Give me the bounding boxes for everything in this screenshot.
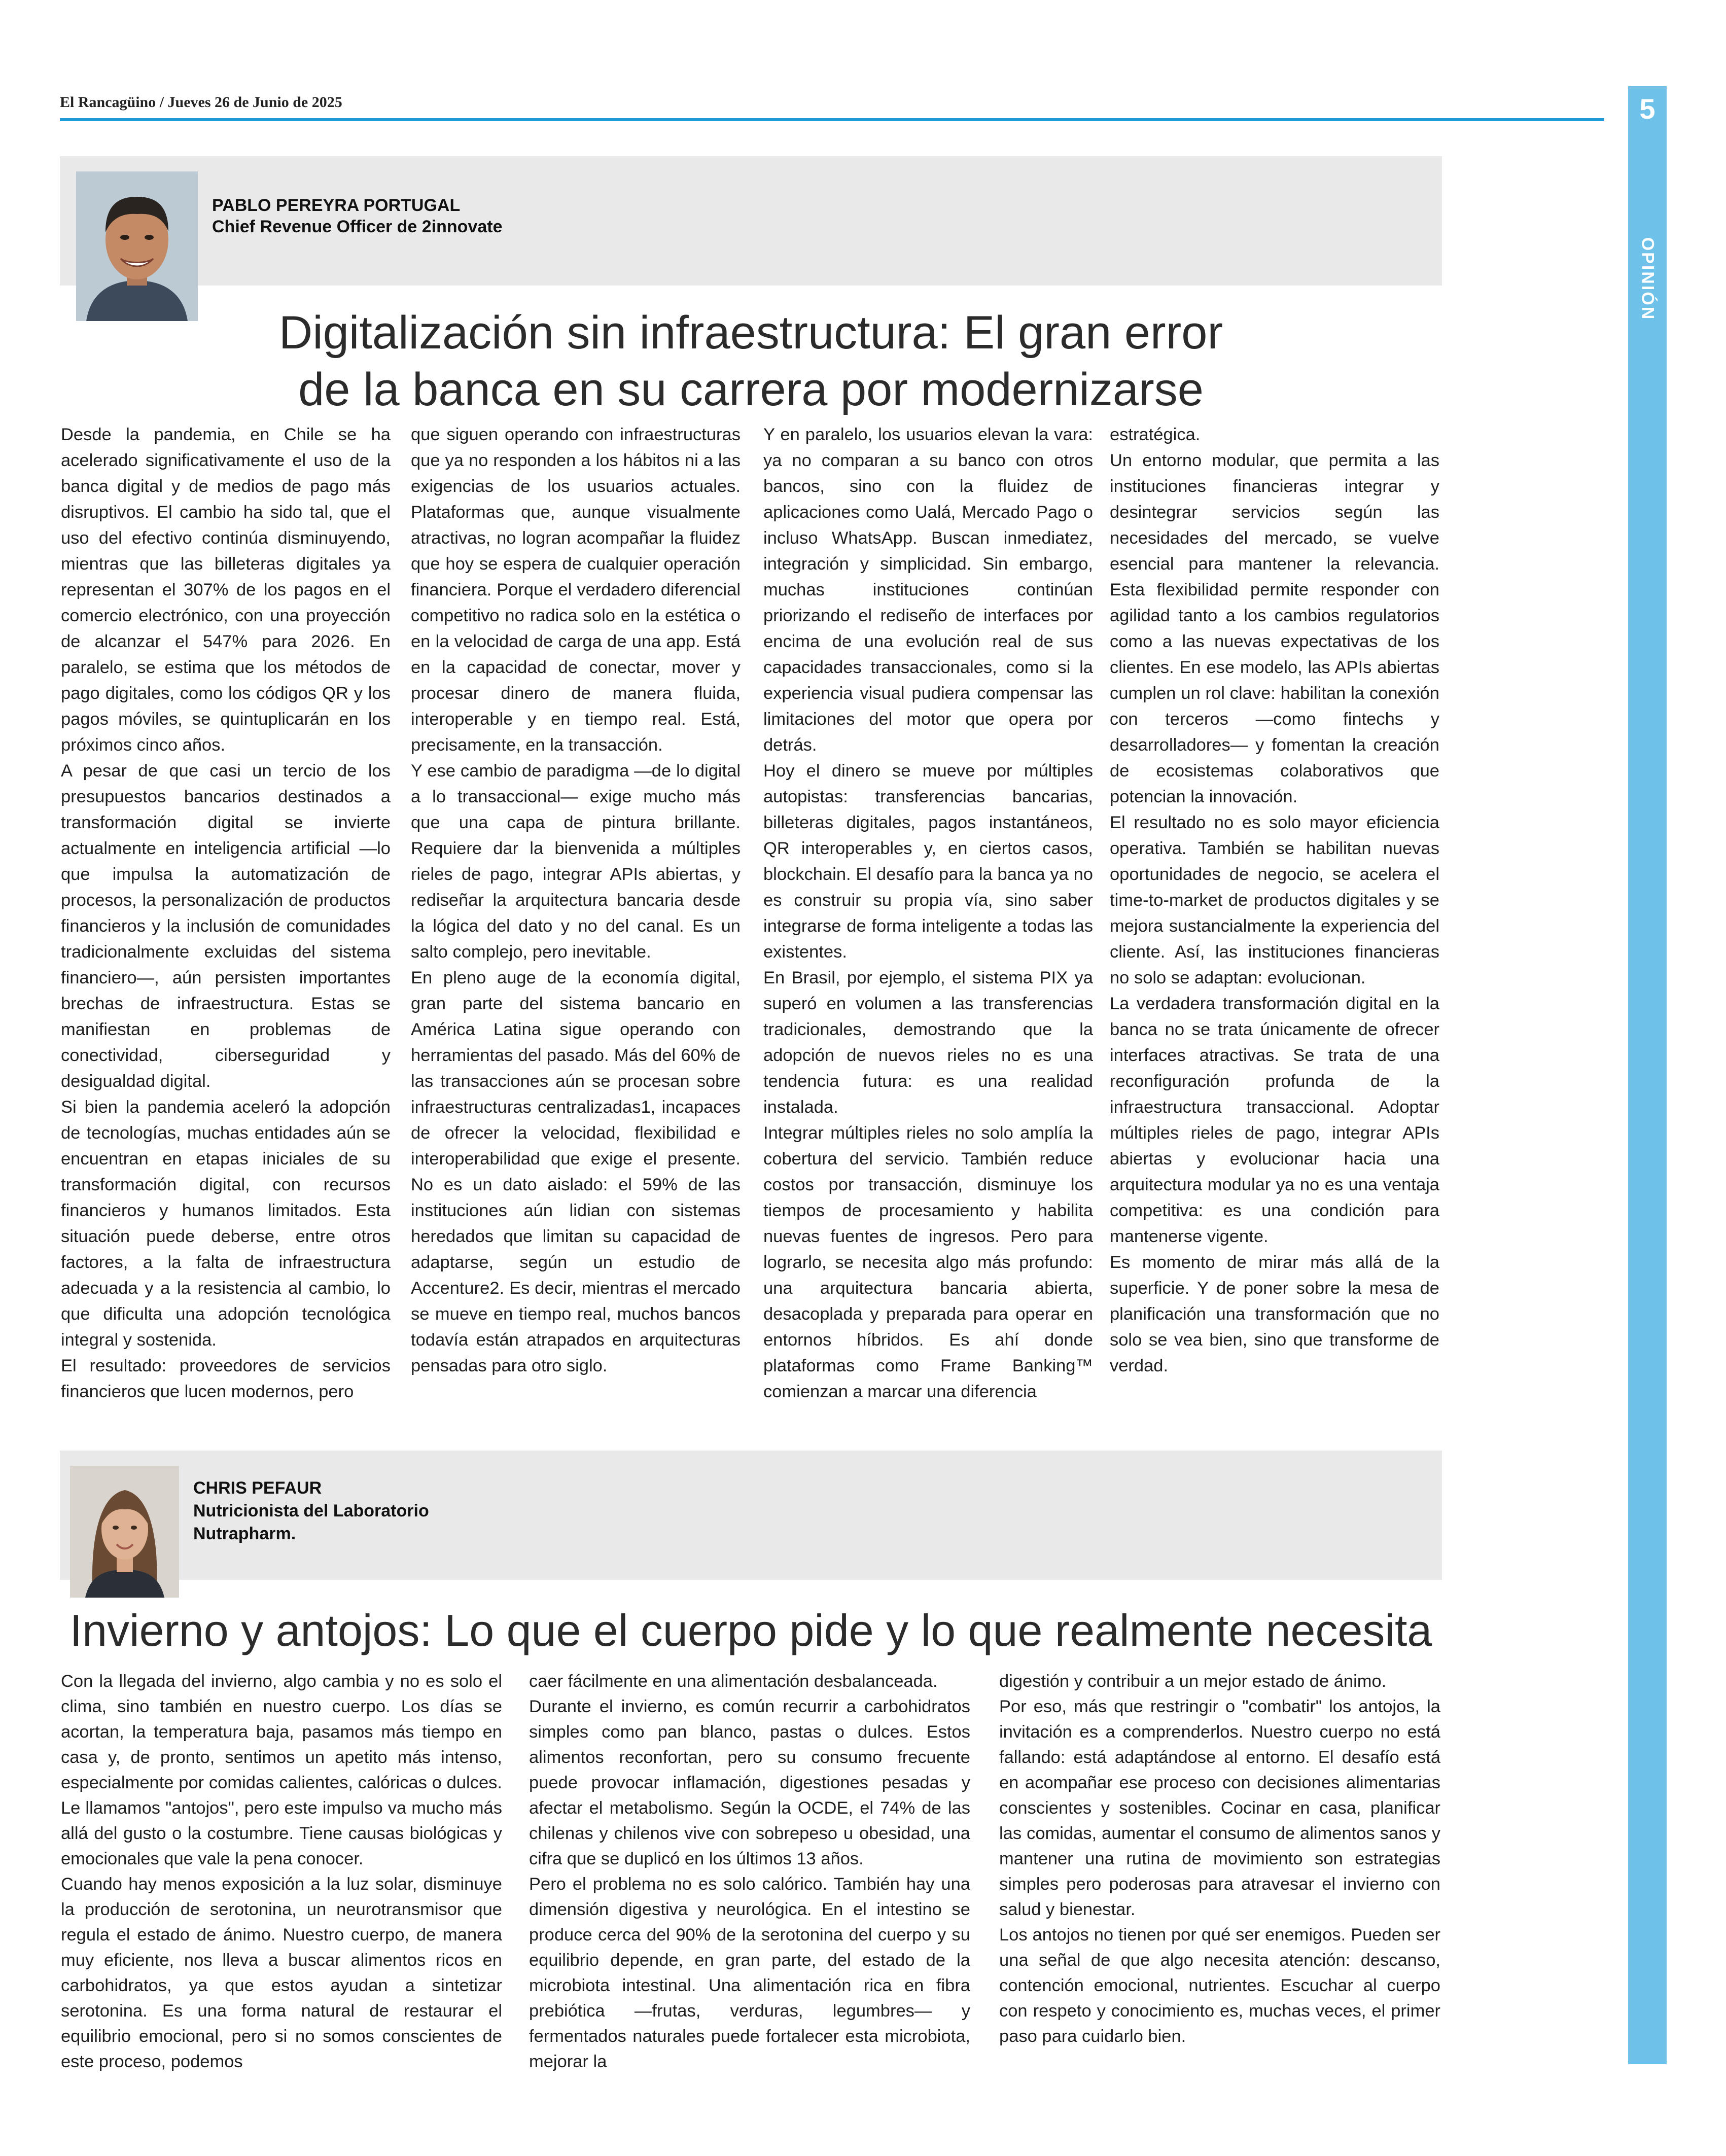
paragraph: Un entorno modular, que permita a las instituciones financieras integrar y desintegrar servicios según las necesidades del mercado, se vuelve esencial para mantener la relevancia. Esta flexibilidad permite responder con agilidad tanto a los cambios regulatorios como a las nuevas expectativas de los clientes. En ese modelo, las APIs abiertas cumplen un rol clave: habilitan la conexión con terceros —como fintechs y desarrolladores— y fomentan la creación de ecosistemas colaborativos que potencian la innovación. [1110, 451, 1439, 806]
headline-line-1: Digitalización sin infraestructura: El gran error [278, 307, 1223, 359]
author-role: Nutricionista del Laboratorio [193, 1501, 429, 1521]
author-name: PABLO PEREYRA PORTUGAL [212, 196, 461, 215]
paragraph: Y ese cambio de paradigma —de lo digital a lo transaccional— exige mucho más que una capa de pintura brillante. Requiere dar la bienvenida a múltiples rieles de pago, integrar APIs abiertas, y rediseñar la arquitectura bancaria desde la lógica del dato y no del canal. Es un salto complejo, pero inevitable. [411, 761, 741, 962]
article-column [763, 422, 1093, 1405]
paragraph: El resultado no es solo mayor eficiencia operativa. También se habilitan nuevas oportunidades de negocio, se acelera el time-to-market de productos digitales y se mejora sustancialmente la experiencia del cliente. Así, las instituciones financieras no solo se adaptan: evolucionan. [1110, 813, 1439, 987]
headline: Invierno y antojos: Lo que el cuerpo pide y lo que realmente necesita [69, 1605, 1432, 1655]
masthead: El Rancagüino / Jueves 26 de Junio de 2025 [60, 94, 342, 111]
paragraph: Si bien la pandemia aceleró la adopción de tecnologías, muchas entidades aún se encuentran en etapas iniciales de su transformación digital, con recursos financieros y humanos limitados. Esta situación puede deberse, entre otros factores, a la falta de infraestructura adecuada y a la resistencia al cambio, lo que dificulta una adopción tecnológica integral y sostenida. [61, 1098, 391, 1350]
article-column [61, 1669, 502, 2074]
paragraph: En pleno auge de la economía digital, gran parte del sistema bancario en América Latina sigue operando con herramientas del pasado. Más del 60% de las transacciones aún se procesan sobre infraestructuras centralizadas1, incapaces de ofrecer la velocidad, flexibilidad e interoperabilidad que exige el presente. No es un dato aislado: el 59% de las instituciones aún lidian con sistemas heredados que limitan su capacidad de adaptarse, según un estudio de Accenture2. Es decir, mientras el mercado se mueve en tiempo real, muchos bancos todavía están atrapados en arquitecturas pensadas para otro siglo. [411, 968, 741, 1375]
paragraph: Los antojos no tienen por qué ser enemigos. Pueden ser una señal de que algo necesita atención: descanso, contención emocional, nutrientes. Escuchar al cuerpo con respeto y conocimiento es, muchas veces, el primer paso para cuidarlo bien. [999, 1925, 1440, 2046]
paragraph: Pero el problema no es solo calórico. También hay una dimensión digestiva y neurológica. En el intestino se produce cerca del 90% de la serotonina del cuerpo y su equilibrio depende, en gran parte, del estado de la microbiota intestinal. Una alimentación rica en fibra prebiótica —frutas, verduras, legumbres— y fermentados naturales puede fortalecer esta microbiota, mejorar la [529, 1875, 970, 2071]
paragraph: Durante el invierno, es común recurrir a carbohidratos simples como pan blanco, pastas o dulces. Estos alimentos reconfortan, pero su consumo frecuente puede provocar inflamación, digestiones pesadas y afectar el metabolismo. Según la OCDE, el 74% de las chilenas y chilenos vive con sobrepeso u obesidad, una cifra que se duplicó en los últimos 13 años. [529, 1697, 970, 1868]
paragraph: Cuando hay menos exposición a la luz solar, disminuye la producción de serotonina, un neurotransmisor que regula el estado de ánimo. Nuestro cuerpo, de manera muy eficiente, nos lleva a buscar alimentos ricos en carbohidratos, ya que estos ayudan a sintetizar serotonina. Es una forma natural de restaurar el equilibrio emocional, pero si no somos conscientes de este proceso, podemos [61, 1875, 502, 2071]
article-column [61, 422, 391, 1405]
section-side-tab [1628, 86, 1667, 2064]
article-column [529, 1669, 970, 2074]
paragraph: Es momento de mirar más allá de la superficie. Y de poner sobre la mesa de planificación una transformación que no solo se vea bien, sino que transforme de verdad. [1110, 1253, 1439, 1375]
paragraph: Y en paralelo, los usuarios elevan la vara: ya no comparan a su banco con otros bancos, sino con la fluidez de aplicaciones como Ualá, Mercado Pago o incluso WhatsApp. Buscan inmediatez, integración y simplicidad. Sin embargo, muchas instituciones continúan priorizando el rediseño de interfaces por encima de una evolución real de sus capacidades transaccionales, como si la experiencia visual pudiera compensar las limitaciones del motor que opera por detrás. [763, 425, 1093, 755]
paragraph: Por eso, más que restringir o "combatir" los antojos, la invitación es a comprenderlos. Nuestro cuerpo no está fallando: está adaptándose al entorno. El desafío está en acompañar ese proceso con decisiones alimentarias conscientes y sostenibles. Cocinar en casa, planificar las comidas, aumentar el consumo de alimentos sanos y mantener una rutina de movimiento son estrategias simples pero poderosas para atravesar el invierno con salud y bienestar. [999, 1697, 1440, 1919]
paragraph: que siguen operando con infraestructuras que ya no responden a los hábitos ni a las exigencias de los usuarios actuales. Plataformas que, aunque visualmente atractivas, no logran acompañar la fluidez que hoy se espera de cualquier operación financiera. Porque el verdadero diferencial competitivo no radica solo en la estética o en la velocidad de carga de una app. Está en la capacidad de conectar, mover y procesar dinero de manera fluida, interoperable y en tiempo real. Está, precisamente, en la transacción. [411, 425, 741, 755]
headline-line-2: de la banca en su carrera por modernizarse [298, 364, 1204, 415]
author-name: CHRIS PEFAUR [193, 1478, 322, 1498]
paragraph: Con la llegada del invierno, algo cambia y no es solo el clima, sino también en nuestro cuerpo. Los días se acortan, la temperatura baja, pasamos más tiempo en casa y, de pronto, sentimos un apetito más intenso, especialmente por comidas calientes, calóricas o dulces. Le llamamos "antojos", pero este impulso va mucho más allá del gusto o la costumbre. Tiene causas biológicas y emocionales que vale la pena conocer. [61, 1672, 502, 1868]
paragraph: A pesar de que casi un tercio de los presupuestos bancarios destinados a transformación digital se invierte actualmente en inteligencia artificial —lo que impulsa la automatización de procesos, la personalización de productos financieros y la inclusión de comunidades tradicionalmente excluidas del sistema financiero—, aún persisten importantes brechas de infraestructura. Estas se manifiestan en problemas de conectividad, ciberseguridad y desigualdad digital. [61, 761, 391, 1091]
paragraph: La verdadera transformación digital en la banca no se trata únicamente de ofrecer interfaces atractivas. Se trata de una reconfiguración profunda de la infraestructura transaccional. Adoptar múltiples rieles de pago, integrar APIs abiertas y evolucionar hacia una arquitectura modular ya no es una ventaja competitiva: es una condición para mantenerse vigente. [1110, 994, 1439, 1246]
article-column [411, 422, 741, 1379]
author-photo [70, 1466, 179, 1598]
paragraph: En Brasil, por ejemplo, el sistema PIX ya superó en volumen a las transferencias tradicionales, demostrando que la adopción de nuevos rieles no es una tendencia futura: es una realidad instalada. [763, 968, 1093, 1117]
headline [60, 304, 1442, 418]
paragraph: estratégica. [1110, 425, 1201, 444]
paragraph: Hoy el dinero se mueve por múltiples autopistas: transferencias bancarias, billeteras digitales, pagos instantáneos, QR interoperables y, en ciertos casos, blockchain. El desafío para la banca ya no es construir su propia vía, sino saber integrarse de forma inteligente a todas las existentes. [763, 761, 1093, 962]
paragraph: El resultado: proveedores de servicios financieros que lucen modernos, pero [61, 1356, 391, 1401]
section-label: OPINIÓN [1638, 237, 1658, 321]
author-box [60, 1451, 1442, 1580]
paragraph: Integrar múltiples rieles no solo amplía la cobertura del servicio. También reduce costos por transacción, disminuye los tiempos de procesamiento y habilita nuevas fuentes de ingresos. Pero para lograrlo, se necesita algo más profundo: una arquitectura bancaria abierta, desacoplada y preparada para operar en entornos híbridos. Es ahí donde plataformas como Frame Banking™ comienzan a marcar una diferencia [763, 1123, 1093, 1401]
author-role: Chief Revenue Officer de 2innovate [212, 217, 503, 236]
author-box [60, 156, 1442, 286]
author-role: Nutrapharm. [193, 1524, 296, 1543]
paragraph: Desde la pandemia, en Chile se ha acelerado significativamente el uso de la banca digital y de medios de pago más disruptivos. El cambio ha sido tal, que el uso del efectivo continúa disminuyendo, mientras que las billeteras digitales ya representan el 307% de los pagos en el comercio electrónico, con una proyección de alcanzar el 547% para 2026. En paralelo, se estima que los métodos de pago digitales, como los códigos QR y los pagos móviles, se quintuplicarán en los próximos cinco años. [61, 425, 391, 755]
article-column [999, 1669, 1440, 2049]
author-photo [76, 171, 198, 321]
paragraph: caer fácilmente en una alimentación desbalanceada. [529, 1672, 938, 1691]
header-rule [60, 118, 1604, 121]
article-column [1110, 422, 1439, 1379]
page-number: 5 [1639, 93, 1655, 125]
paragraph: digestión y contribuir a un mejor estado de ánimo. [999, 1672, 1387, 1691]
page-header [60, 94, 1604, 124]
